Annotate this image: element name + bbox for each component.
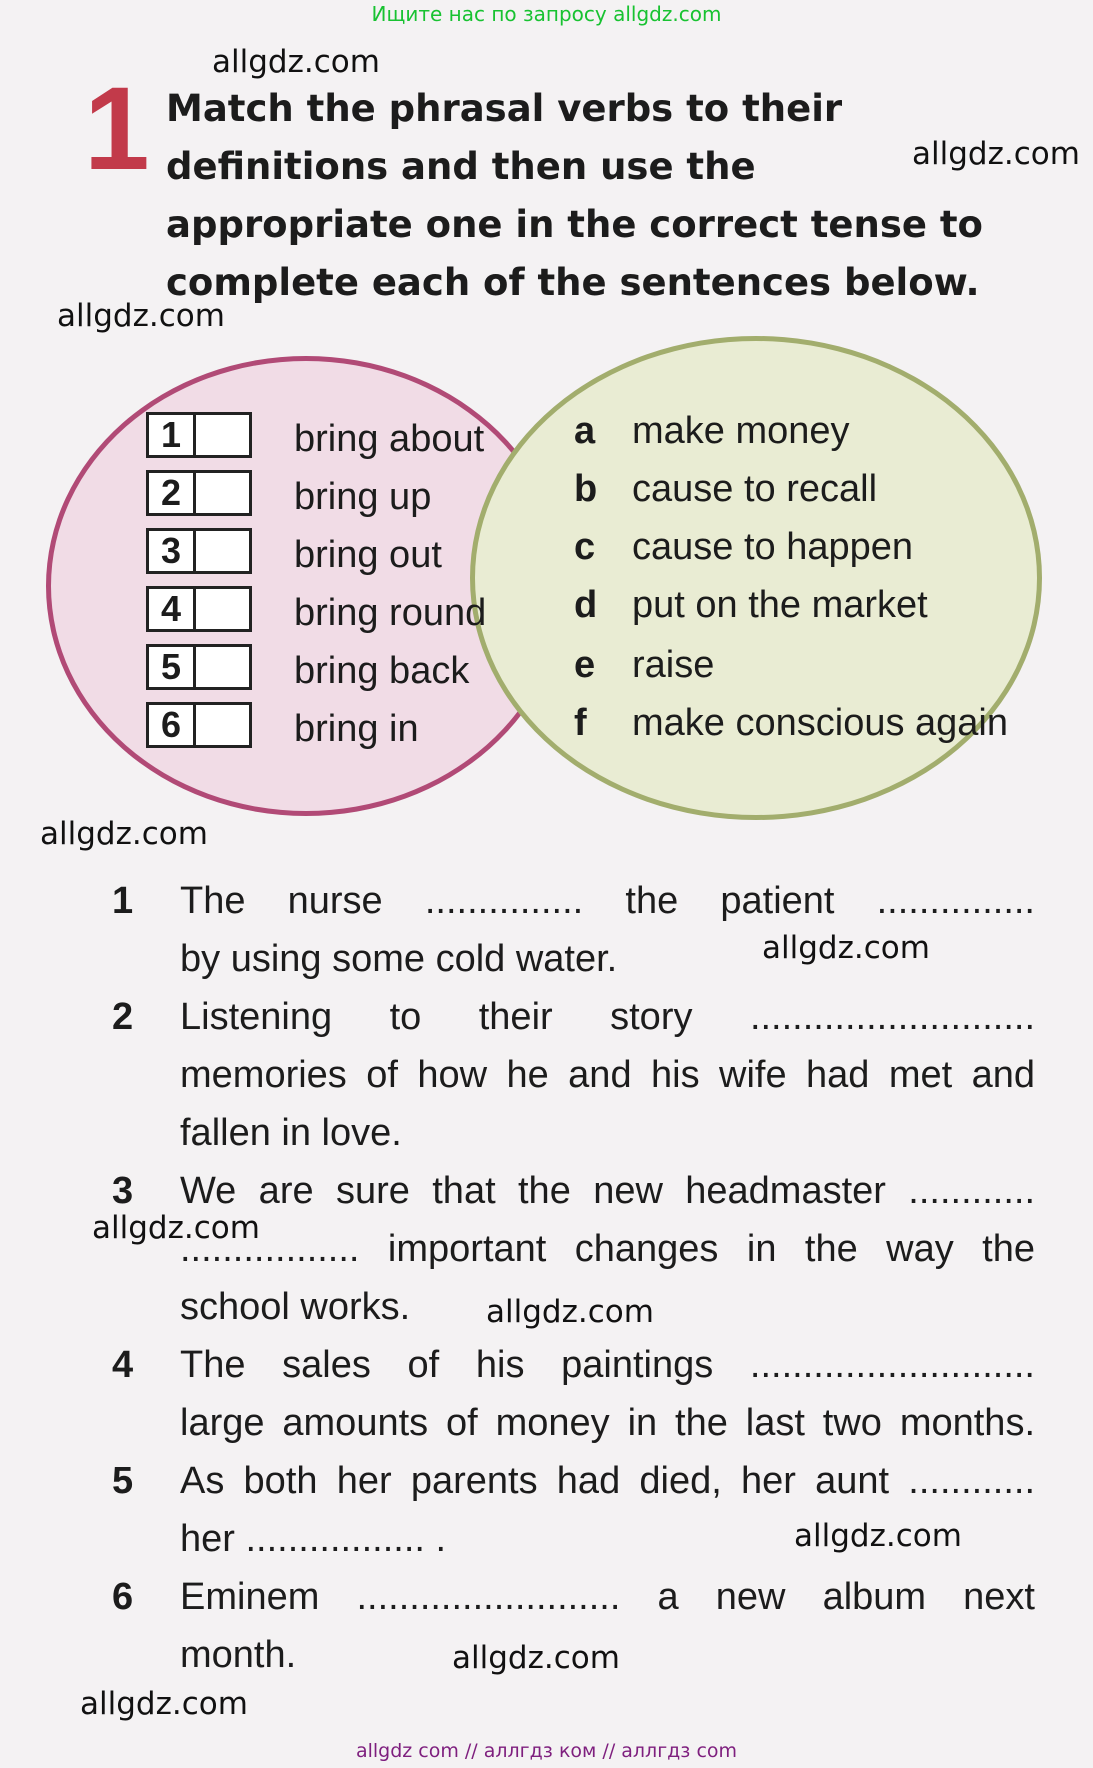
footer: allgdz com // аллгдз ком // аллгдз com	[355, 1740, 738, 1762]
sentence-line: Eminem ......................... a new album next	[180, 1576, 1035, 1618]
definition-text: put on the market	[632, 584, 928, 626]
definition-text: cause to happen	[632, 526, 914, 568]
sentence-line: Listening to their story ...........................	[180, 996, 1035, 1038]
sentence-number: 6	[112, 1576, 134, 1618]
watermark: allgdz.com	[92, 1210, 260, 1246]
sentence-line: The sales of his paintings ...........................	[180, 1344, 1035, 1386]
definition-text: raise	[632, 644, 715, 686]
watermark: allgdz.com	[57, 298, 225, 334]
sentence-number: 1	[112, 880, 134, 922]
sentence-line: large amounts of money in the last two months.	[180, 1402, 1035, 1444]
sentence-number: 4	[112, 1344, 134, 1386]
watermark: allgdz.com	[912, 136, 1080, 172]
sentence-line: memories of how he and his wife had met and	[180, 1054, 1035, 1096]
answer-box[interactable]	[196, 702, 252, 748]
definition-letter: f	[574, 702, 587, 744]
verb-number-box: 1	[146, 412, 196, 458]
sentence-line: by using some cold water.	[180, 938, 618, 980]
definition-text: make conscious again	[632, 702, 1008, 744]
definition-letter: d	[574, 584, 598, 626]
definition-letter: a	[574, 410, 596, 452]
top-banner: Ищите нас по запросу allgdz.com	[371, 2, 722, 26]
answer-box[interactable]	[196, 412, 252, 458]
watermark: allgdz.com	[80, 1686, 248, 1722]
definition-letter: c	[574, 526, 596, 568]
exercise-number: 1	[84, 63, 150, 195]
phrasal-verb: bring round	[294, 592, 487, 634]
watermark: allgdz.com	[486, 1294, 654, 1330]
watermark: allgdz.com	[212, 44, 380, 80]
sentence-line: ................. important changes in the way the	[180, 1228, 1035, 1270]
definition-text: make money	[632, 410, 850, 452]
phrasal-verb: bring up	[294, 476, 432, 518]
sentence-number: 3	[112, 1170, 134, 1212]
verb-number-box: 3	[146, 528, 196, 574]
verb-number-box: 5	[146, 644, 196, 690]
sentence-line: her ................. .	[180, 1518, 447, 1560]
sentence-line: fallen in love.	[180, 1112, 402, 1154]
definition-letter: e	[574, 644, 596, 686]
sentence-number: 5	[112, 1460, 134, 1502]
watermark: allgdz.com	[452, 1640, 620, 1676]
watermark: allgdz.com	[40, 816, 208, 852]
phrasal-verb: bring back	[294, 650, 470, 692]
sentence-line: As both her parents had died, her aunt ............	[180, 1460, 1035, 1502]
phrasal-verb: bring in	[294, 708, 419, 750]
definition-text: cause to recall	[632, 468, 878, 510]
phrasal-verb: bring out	[294, 534, 442, 576]
watermark: allgdz.com	[762, 930, 930, 966]
sentence-line: The nurse ............... the patient ...............	[180, 880, 1035, 922]
definition-letter: b	[574, 468, 598, 510]
verb-number-box: 6	[146, 702, 196, 748]
instructions: Match the phrasal verbs to their definitions and then use the appropriate one in the correct tense to complete each of the sentences below.	[166, 87, 983, 304]
answer-box[interactable]	[196, 528, 252, 574]
answer-box[interactable]	[196, 644, 252, 690]
answer-box[interactable]	[196, 586, 252, 632]
watermark: allgdz.com	[794, 1518, 962, 1554]
answer-box[interactable]	[196, 470, 252, 516]
sentence-number: 2	[112, 996, 134, 1038]
verb-number-box: 4	[146, 586, 196, 632]
sentence-line: We are sure that the new headmaster ............	[180, 1170, 1035, 1212]
verb-number-box: 2	[146, 470, 196, 516]
phrasal-verb: bring about	[294, 418, 485, 460]
sentence-line: month.	[180, 1634, 297, 1676]
definitions-oval	[470, 336, 1042, 820]
sentence-line: school works.	[180, 1286, 411, 1328]
